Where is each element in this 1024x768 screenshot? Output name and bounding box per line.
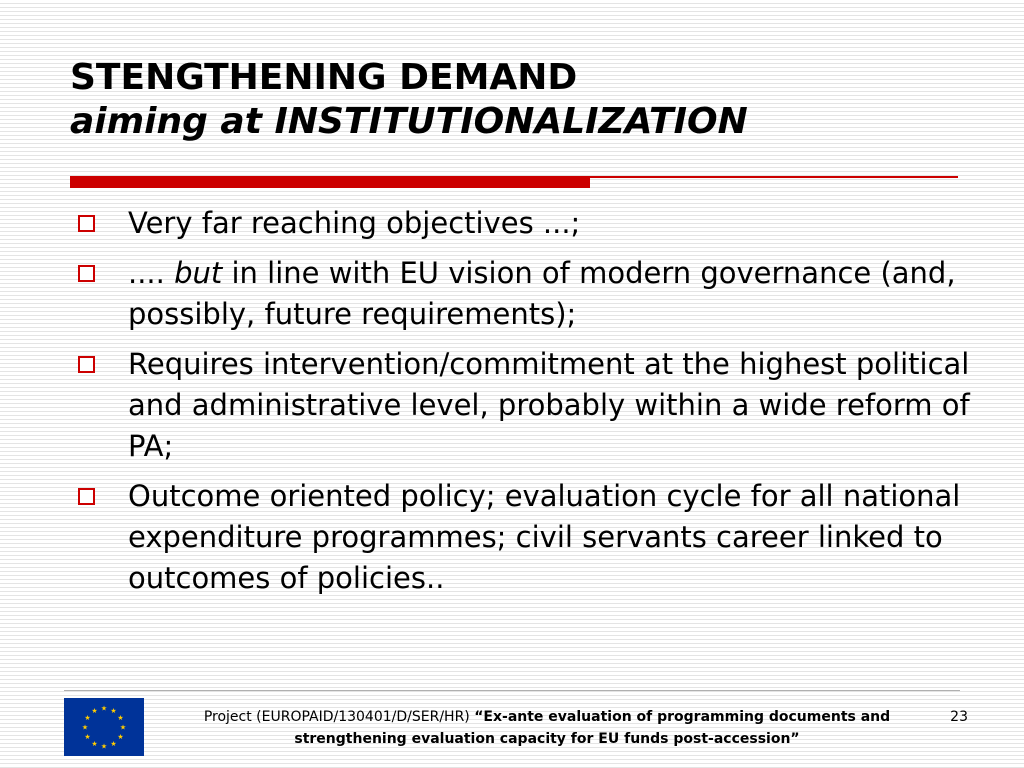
bullet-text: in line with EU vision of modern governance (and, possibly, future requirements);	[128, 256, 956, 331]
title-underline-thin	[590, 176, 958, 178]
square-bullet-icon	[78, 265, 95, 282]
bullet-item	[76, 344, 976, 467]
bullet-text: Outcome oriented policy; evaluation cycle for all national expenditure programmes; civil servants career linked to outcomes of policies..	[128, 479, 961, 595]
footer-project-label: Project (EUROPAID/130401/D/SER/HR)	[203, 709, 475, 725]
bullet-list	[76, 203, 976, 608]
eu-flag-icon	[64, 698, 144, 756]
bullet-item	[76, 476, 976, 599]
page-number: 23	[950, 709, 968, 725]
bullet-emphasis: but	[174, 256, 223, 290]
square-bullet-icon	[78, 356, 95, 373]
eu-star-icon: ★	[81, 723, 89, 732]
square-bullet-icon	[78, 488, 95, 505]
slide-title-block	[70, 56, 748, 144]
eu-star-icon: ★	[100, 704, 108, 713]
eu-star-icon: ★	[100, 742, 108, 751]
eu-star-icon: ★	[117, 733, 124, 741]
bullet-item	[76, 253, 976, 335]
eu-star-icon: ★	[110, 707, 117, 715]
bullet-text: Very far reaching objectives ...;	[128, 206, 581, 240]
eu-star-icon: ★	[91, 740, 98, 748]
bullet-prefix: ....	[128, 256, 175, 290]
eu-star-icon: ★	[117, 714, 124, 722]
square-bullet-icon	[78, 215, 95, 232]
bullet-item	[76, 203, 976, 244]
eu-stars-icon	[64, 698, 144, 756]
slide-subtitle: aiming at INSTITUTIONALIZATION	[70, 101, 748, 142]
eu-star-icon: ★	[91, 707, 98, 715]
title-underline-thick	[70, 176, 590, 188]
eu-star-icon: ★	[110, 740, 117, 748]
footer-project-text	[152, 706, 942, 750]
eu-star-icon: ★	[84, 714, 91, 722]
eu-star-icon: ★	[119, 723, 127, 732]
bullet-text: Requires intervention/commitment at the highest political and administrative level, probably within a wide reform of PA;	[128, 347, 970, 463]
footer-project-title: “Ex-ante evaluation of programming documents and strengthening evaluation capacity for EU funds post-accession”	[294, 709, 891, 747]
footer-divider	[64, 690, 960, 691]
eu-star-icon: ★	[84, 733, 91, 741]
slide-title: STENGTHENING DEMAND	[70, 57, 578, 98]
